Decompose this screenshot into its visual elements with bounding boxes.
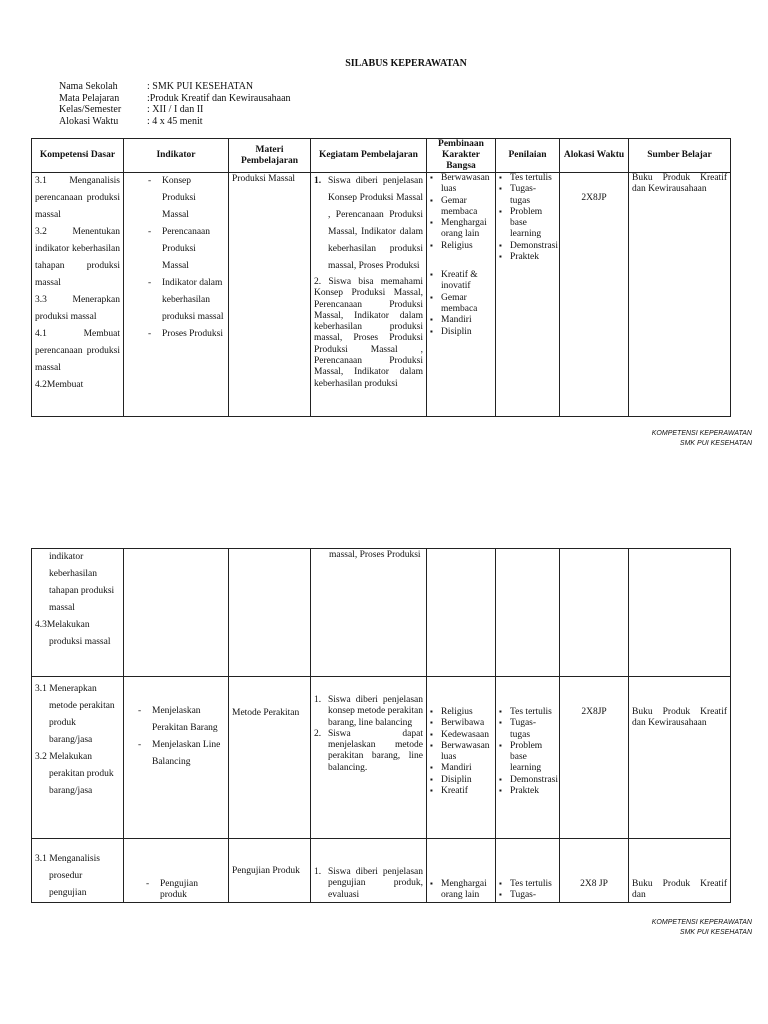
kegiatan-cell (311, 677, 427, 839)
meta-label: Kelas/Semester (59, 104, 122, 115)
header-karakter: Pembinaan Karakter Bangsa (427, 139, 496, 173)
karakter-cell (427, 549, 496, 677)
header-penilaian: Penilaian (496, 139, 560, 173)
footer-line: SMK PUI KESEHATAN (679, 929, 752, 936)
meta-value: : SMK PUI KESEHATAN (147, 81, 254, 92)
kd-item: 3.1 Menerapkan metode perakitan produk barang/jasa (35, 684, 115, 745)
penilaian-item: ▪ Demonstrasi (499, 241, 556, 252)
karakter-item: ▪ Gemar membaca (430, 196, 492, 219)
indikator-item: - Indikator dalam keberhasilan produksi massal (144, 275, 225, 326)
kd-item: 4.2Membuat (35, 380, 84, 390)
table-row (32, 677, 731, 839)
kegiatan-item: 1. Siswa diberi penjelasan pengujian produk, evaluasi (314, 867, 423, 900)
kegiatan-cell (311, 839, 427, 903)
page-footer (652, 429, 752, 449)
indikator-item: - Proses Produksi (144, 326, 225, 343)
indikator-item: - Menjelaskan Line Balancing (134, 737, 225, 771)
indikator-item: - Menjelaskan Perakitan Barang (134, 703, 225, 737)
syllabus-table-page1 (31, 138, 731, 417)
karakter-item: ▪ Mandiri (430, 763, 492, 774)
karakter-item: ▪ Disiplin (430, 327, 492, 338)
penilaian-item: ▪ Problem base learning (499, 741, 556, 775)
footer-line: SMK PUI KESEHATAN (679, 440, 752, 447)
kegiatan-item: 2. Siswa bisa memahami Konsep Produksi Massal, Perencanaan Produksi Massal, Indikator dalam keberhasilan produksi massal, Proses Produksi Produksi Massal , Perencanaan Produksi Massal, Indikator dalam keberhasilan produksi (314, 277, 423, 389)
meta-label: Alokasi Waktu (59, 116, 119, 127)
indikator-item: - Pengujian produk (142, 879, 225, 901)
indikator-item: - Konsep Produksi Massal (144, 173, 225, 224)
karakter-cell (427, 173, 496, 417)
sumber-cell (629, 549, 731, 677)
kd-item: 4.1 Membuat perencanaan produksi massal (35, 329, 120, 373)
footer-line: KOMPETENSI KEPERAWATAN (651, 430, 752, 437)
header-materi: Materi Pembelajaran (229, 139, 311, 173)
materi-cell: Metode Perakitan (229, 677, 311, 839)
karakter-item: ▪ Disiplin (430, 775, 492, 786)
page-footer (652, 918, 752, 938)
meta-label: Mata Pelajaran (59, 93, 120, 104)
penilaian-item: ▪ Tugas-tugas (499, 718, 556, 741)
kd-item: 3.3 Menerapkan produksi massal (35, 295, 120, 322)
karakter-item: ▪ Menghargai orang lain (430, 218, 492, 241)
table-row (32, 839, 731, 903)
alokasi-cell: 2X8 JP (560, 839, 629, 903)
kegiatan-item: 1. Siswa diberi penjelasan Konsep Produksi Massal , Perencanaan Produksi Massal, Indikator dalam keberhasilan produksi massal, Proses Produksi (314, 176, 423, 271)
karakter-item: ▪ Menghargai orang lain (430, 879, 492, 902)
karakter-item: ▪ Religius (430, 707, 492, 718)
kd-cell (32, 173, 124, 417)
alokasi-cell: 2X8JP (560, 677, 629, 839)
sumber-cell: Buku Produk Kreatif dan Kewirausahaan (629, 173, 731, 417)
header-sumber: Sumber Belajar (629, 139, 731, 173)
kd-item: indikator keberhasilan tahapan produksi massal (49, 552, 115, 613)
kd-item: 3.2 Menentukan indikator keberhasilan tahapan produksi massal (35, 227, 120, 288)
meta-value: :Produk Kreatif dan Kewirausahaan (147, 93, 291, 104)
sumber-cell: Buku Produk Kreatif dan (629, 839, 731, 903)
kegiatan-cell: massal, Proses Produksi (311, 549, 427, 677)
karakter-item: ▪ Gemar membaca (430, 293, 492, 316)
penilaian-cell (496, 549, 560, 677)
karakter-item: ▪ Mandiri (430, 315, 492, 326)
kd-item: 3.1 Menganalisis perencanaan produksi massal (35, 176, 120, 220)
materi-cell: Pengujian Produk (229, 839, 311, 903)
karakter-item: ▪ Berwawasan luas (430, 741, 492, 764)
karakter-cell (427, 839, 496, 903)
penilaian-item: ▪ Demonstrasi (499, 775, 556, 786)
penilaian-cell (496, 677, 560, 839)
penilaian-item: ▪ Praktek (499, 786, 556, 797)
header-kegiatan: Kegiatam Pembelajaran (311, 139, 427, 173)
penilaian-item: ▪ Tugas-tugas (499, 184, 556, 207)
karakter-item: ▪ Berwawasan luas (430, 173, 492, 196)
meta-value: : XII / I dan II (147, 104, 204, 115)
indikator-cell (124, 677, 229, 839)
penilaian-item: ▪ Tes tertulis (499, 173, 556, 184)
alokasi-cell: 2X8JP (560, 173, 629, 417)
karakter-item: ▪ Kreatif & inovatif (430, 270, 492, 293)
table-row (32, 549, 731, 677)
karakter-item: ▪ Kedewasaan (430, 730, 492, 741)
indikator-cell (124, 173, 229, 417)
kegiatan-item: 2. Siswa dapat menjelaskan metode perakitan barang, line balancing. (314, 728, 423, 773)
penilaian-item: ▪ Tes tertulis (499, 879, 556, 890)
karakter-item: ▪ Kreatif (430, 786, 492, 797)
kd-item: 4.3Melakukan produksi massal (35, 620, 111, 647)
karakter-item: ▪ Religius (430, 241, 492, 252)
footer-line: KOMPETENSI KEPERAWATAN (651, 919, 752, 926)
meta-label: Nama Sekolah (59, 81, 118, 92)
kd-cell (32, 839, 124, 903)
table-row (32, 173, 731, 417)
header-alokasi: Alokasi Waktu (560, 139, 629, 173)
penilaian-item: ▪ Problem base learning (499, 207, 556, 241)
kegiatan-cell (311, 173, 427, 417)
penilaian-cell (496, 173, 560, 417)
indikator-cell (124, 839, 229, 903)
penilaian-cell (496, 839, 560, 903)
karakter-item: ▪ Berwibawa (430, 718, 492, 729)
kd-item: 3.2 Melakukan perakitan produk barang/jasa (35, 752, 114, 796)
kd-cell (32, 549, 124, 677)
syllabus-table-page2 (31, 548, 731, 903)
karakter-cell (427, 677, 496, 839)
header-indikator: Indikator (124, 139, 229, 173)
document-meta (59, 81, 319, 129)
kd-cell (32, 677, 124, 839)
penilaian-item: ▪ Tugas- (499, 890, 556, 901)
penilaian-item: ▪ Tes tertulis (499, 707, 556, 718)
indikator-cell (124, 549, 229, 677)
document-title: SILABUS KEPERAWATAN (345, 58, 467, 69)
kd-item: 3.1 Menganalisis prosedur pengujian (35, 854, 100, 898)
materi-cell (229, 549, 311, 677)
table-header-row (32, 139, 731, 173)
header-kompetensi-dasar: Kompetensi Dasar (32, 139, 124, 173)
materi-cell: Produksi Massal (229, 173, 311, 417)
alokasi-cell (560, 549, 629, 677)
kegiatan-item: 1. Siswa diberi penjelasan konsep metode perakitan barang, line balancing (314, 695, 423, 728)
sumber-cell: Buku Produk Kreatif dan Kewirausahaan (629, 677, 731, 839)
meta-value: : 4 x 45 menit (147, 116, 203, 127)
penilaian-item: ▪ Praktek (499, 252, 556, 263)
indikator-item: - Perencanaan Produksi Massal (144, 224, 225, 275)
